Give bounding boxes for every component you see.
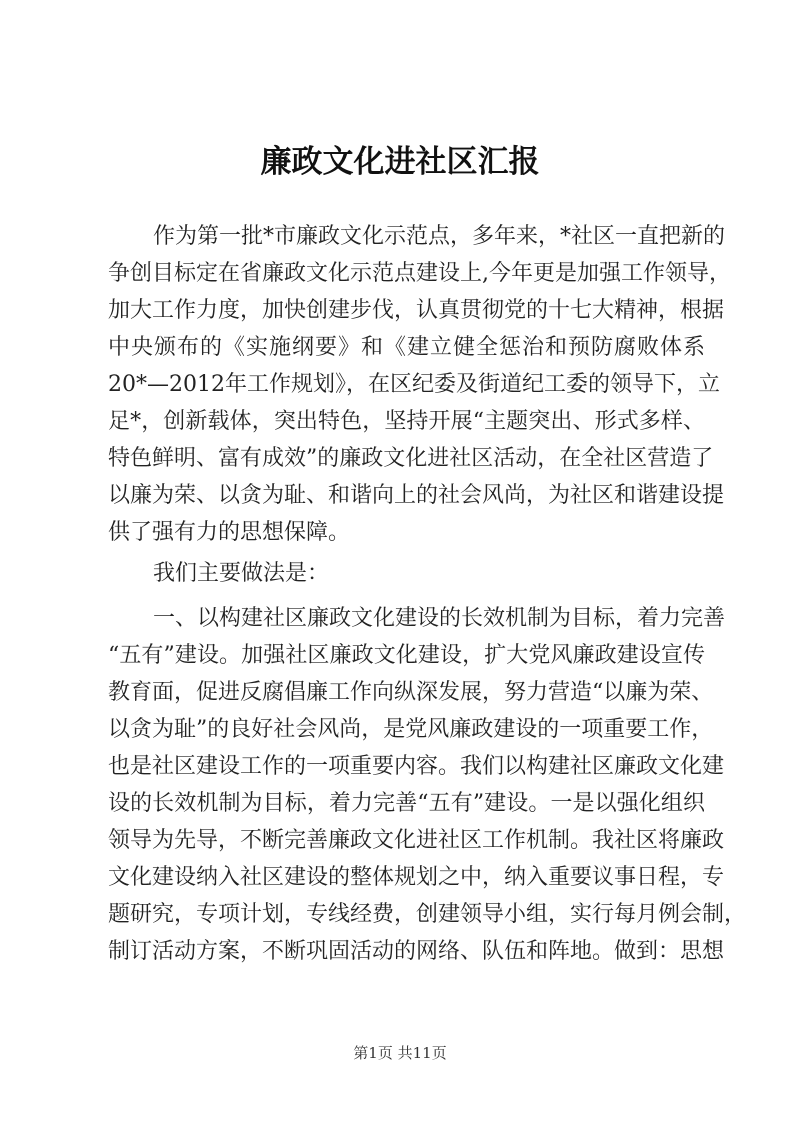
text-line: 教育面，促进反腐倡廉工作向纵深发展，努力营造“以廉为荣、 [108, 680, 714, 705]
text-line: 20*—2012年工作规划》，在区纪委及街道纪工委的领导下，立 [108, 372, 720, 397]
text-line: 文化建设纳入社区建设的整体规划之中，纳入重要议事日程，专 [108, 865, 725, 890]
text-line: 以贪为耻”的良好社会风尚，是党风廉政建设的一项重要工作， [108, 717, 714, 742]
text-line: 题研究，专项计划，专线经费，创建领导小组，实行每月例会制， [108, 902, 747, 927]
text-line: 中央颁布的《实施纲要》和《建立健全惩治和预防腐败体系 [108, 335, 705, 360]
text-line: 足*，创新载体，突出特色，坚持开展“主题突出、形式多样、 [108, 409, 705, 434]
page-number: 第1页 共11页 [353, 1044, 447, 1062]
document-title: 廉政文化进社区汇报 [260, 144, 540, 180]
text-line: 加大工作力度，加快创建步伐，认真贯彻党的十七大精神，根据 [108, 298, 725, 323]
text-line: 供了强有力的思想保障。 [108, 520, 351, 545]
text-line: 作为第一批*市廉政文化示范点，多年来，*社区一直把新的 [153, 224, 726, 249]
text-line: 争创目标定在省廉政文化示范点建设上,今年更是加强工作领导， [108, 261, 731, 286]
text-line: 设的长效机制为目标，着力完善“五有”建设。一是以强化组织 [108, 791, 705, 816]
text-line: “五有”建设。加强社区廉政文化建设，扩大党风廉政建设宣传 [108, 643, 705, 668]
text-line: 以廉为荣、以贪为耻、和谐向上的社会风尚，为社区和谐建设提 [108, 483, 725, 508]
text-line: 制订活动方案，不断巩固活动的网络、队伍和阵地。做到：思想 [108, 939, 725, 964]
text-line: 一、以构建社区廉政文化建设的长效机制为目标，着力完善 [153, 606, 726, 631]
text-line: 也是社区建设工作的一项重要内容。我们以构建社区廉政文化建 [108, 754, 725, 779]
text-line: 我们主要做法是： [153, 561, 330, 586]
text-line: 领导为先导，不断完善廉政文化进社区工作机制。我社区将廉政 [108, 828, 725, 853]
text-line: 特色鲜明、富有成效”的廉政文化进社区活动，在全社区营造了 [108, 446, 714, 471]
